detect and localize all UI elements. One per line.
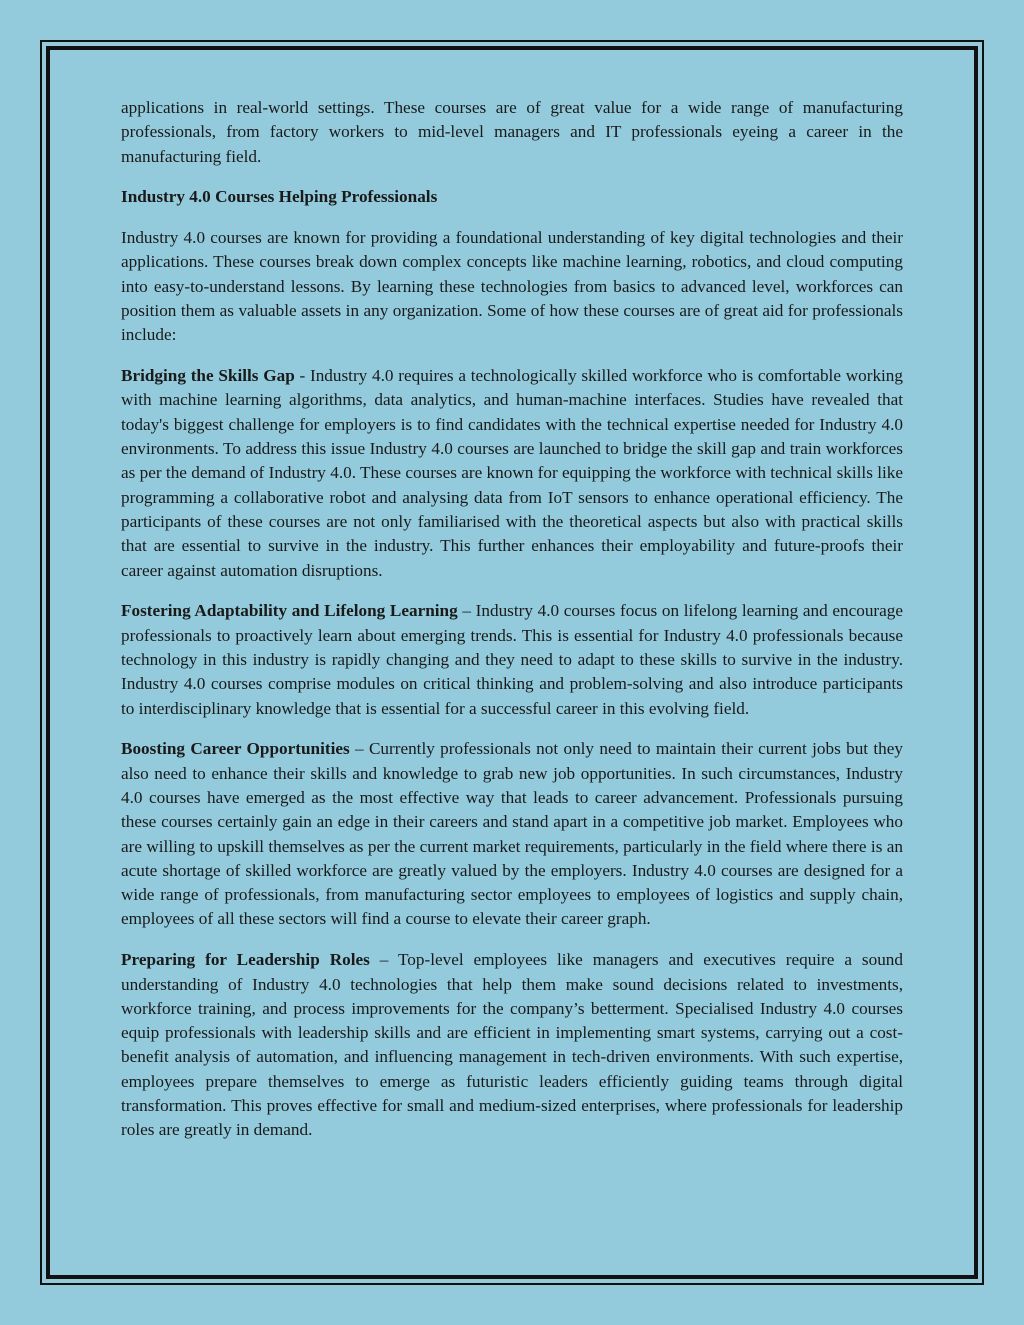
- point-body: – Top-level employees like managers and executives require a sound understanding of Industry 4.0 technologies that help them make sound decisions related to investments, workforce training, and process improvements for the company’s betterment. Specialised Industry 4.0 courses equip professionals with leadership skills and are efficient in implementing smart systems, carrying out a cost-benefit analysis of automation, and influencing management in tech-driven environments. With such expertise, employees prepare themselves to emerge as futuristic leaders efficiently guiding teams through digital transformation. This proves effective for small and medium-sized enterprises, where professionals for leadership roles are greatly in demand.: [121, 950, 903, 1140]
- point-body: – Currently professionals not only need to maintain their current jobs but they also need to enhance their skills and knowledge to grab new job opportunities. In such circumstances, Industry 4.0 courses have emerged as the most effective way that leads to career advancement. Professionals pursuing these courses certainly gain an edge in their careers and stand apart in a competitive job market. Employees who are willing to upskill themselves as per the current market requirements, particularly in the field where there is an acute shortage of skilled workforce are greatly valued by the employers. Industry 4.0 courses are designed for a wide range of professionals, from manufacturing sector employees to employees of logistics and supply chain, employees of all these sectors will find a course to elevate their career graph.: [121, 739, 903, 929]
- point-title: Preparing for Leadership Roles: [121, 950, 370, 970]
- point-leadership-roles: [121, 948, 903, 1142]
- section-intro-paragraph: Industry 4.0 courses are known for providing a foundational understanding of key digital technologies and their applications. These courses break down complex concepts like machine learning, robotics, and cloud computing into easy-to-understand lessons. By learning these technologies from basics to advanced level, workforces can position them as valuable assets in any organization. Some of how these courses are of great aid for professionals include:: [121, 228, 903, 345]
- point-body: – Industry 4.0 courses focus on lifelong learning and encourage professionals to proactively learn about emerging trends. This is essential for Industry 4.0 professionals because technology in this industry is rapidly changing and they need to adapt to these skills to survive in the industry. Industry 4.0 courses comprise modules on critical thinking and problem-solving and also introduce participants to interdisciplinary knowledge that is essential for a successful career in this evolving field.: [121, 601, 903, 718]
- point-fostering-adaptability: [121, 599, 903, 720]
- point-body: - Industry 4.0 requires a technologically skilled workforce who is comfortable working with machine learning algorithms, data analytics, and human-machine interfaces. Studies have revealed that today's biggest challenge for employers is to find candidates with the technical expertise needed for Industry 4.0 environments. To address this issue Industry 4.0 courses are launched to bridge the skill gap and train workforces as per the demand of Industry 4.0. These courses are known for equipping the workforce with technical skills like programming a collaborative robot and analysing data from IoT sensors to enhance operational efficiency. The participants of these courses are not only familiarised with the theoretical aspects but also with practical skills that are essential to survive in the industry. This further enhances their employability and future-proofs their career against automation disruptions.: [121, 366, 903, 580]
- intro-paragraph: applications in real-world settings. These courses are of great value for a wide range of manufacturing professionals, from factory workers to mid-level managers and IT professionals eyeing a career in the manufacturing field.: [121, 98, 903, 166]
- section-heading: Industry 4.0 Courses Helping Professionals: [121, 187, 438, 207]
- point-bridging-skills-gap: [121, 364, 903, 583]
- point-title: Fostering Adaptability and Lifelong Learning: [121, 601, 458, 621]
- point-title: Boosting Career Opportunities: [121, 739, 350, 759]
- point-boosting-career: [121, 737, 903, 931]
- document-body: [121, 96, 903, 1159]
- point-title: Bridging the Skills Gap: [121, 366, 295, 386]
